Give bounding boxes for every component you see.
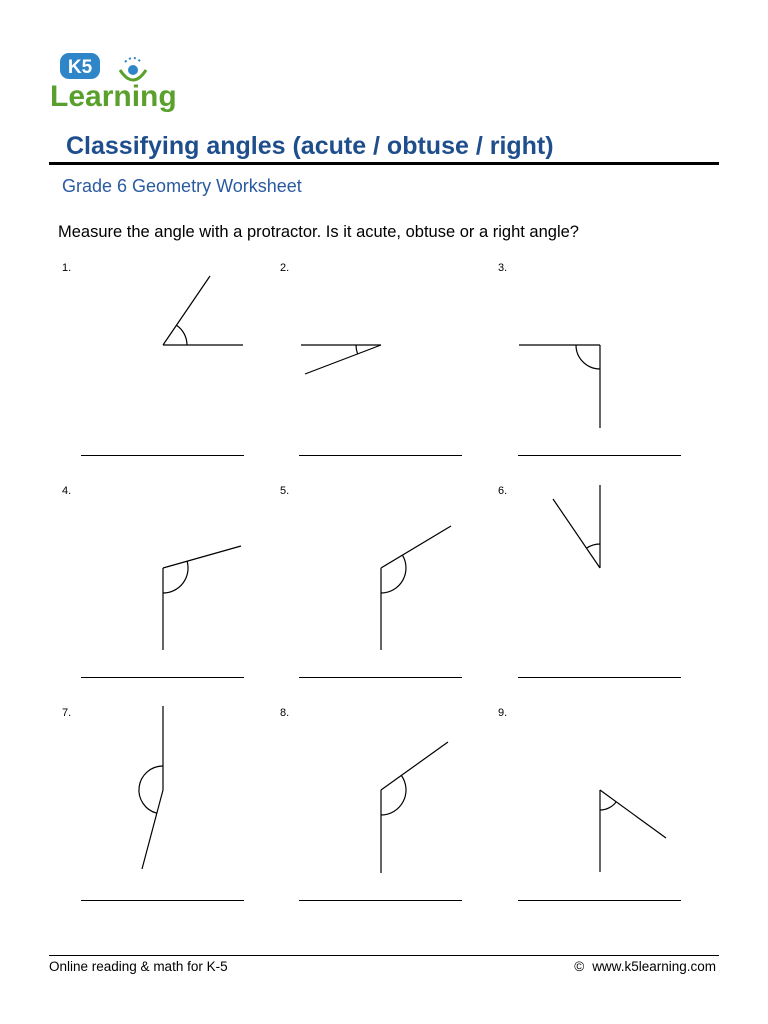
problem-1-number: 1. [62,262,72,274]
problem-7-number: 7. [62,707,72,719]
angle-figure-3 [519,345,600,428]
problem-8-number: 8. [280,707,290,719]
angle-figure-6 [553,485,600,568]
angle-figure-9 [600,790,666,872]
angle-figure-4 [163,546,241,650]
problem-6-number: 6. [498,485,508,497]
angle-figure-5 [381,526,451,650]
problem-3-number: 3. [498,262,508,274]
footer-divider [49,955,719,956]
worksheet-subtitle: Grade 6 Geometry Worksheet [62,176,302,196]
logo-wordmark: Learning [50,80,177,112]
logo-badge-text: K5 [67,57,93,78]
copyright-symbol: © [574,959,585,974]
problem-4-number: 4. [62,485,72,497]
angle-figure-7 [139,706,163,869]
problem-5-number: 5. [280,485,290,497]
problem-2-number: 2. [280,262,290,274]
footer-website [574,959,716,974]
angle-figure-8 [381,742,448,873]
angle-figure-2 [301,345,381,374]
footer-url[interactable]: www.k5learning.com [592,959,716,974]
problem-9-number: 9. [498,707,508,719]
worksheet-title: Classifying angles (acute / obtuse / right) [66,132,554,160]
footer-tagline: Online reading & math for K-5 [49,959,228,974]
instructions: Measure the angle with a protractor. Is it acute, obtuse or a right angle? [58,223,579,241]
angle-figure-1 [163,276,243,345]
